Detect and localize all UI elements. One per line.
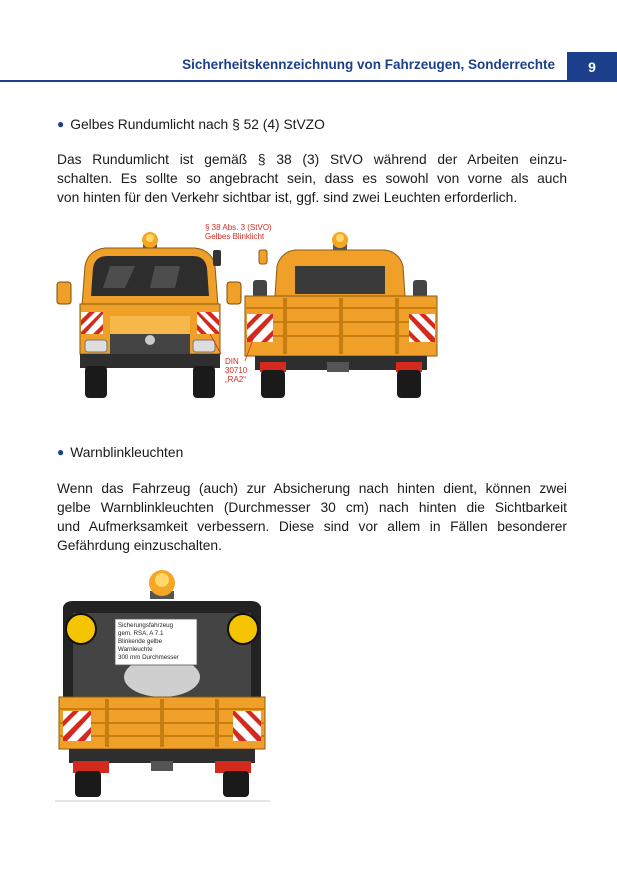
label-stvo: § 38 Abs. 3 (StVO) <box>205 223 272 232</box>
paragraph-line: und Aufmerksamkeit verbessern. Diese sind vor allem in Fällen besonderer <box>57 519 567 534</box>
sign-line: Warnleuchte <box>118 646 153 653</box>
label-din-number: 30710 <box>225 366 248 375</box>
paragraph-warnblinkleuchten <box>57 479 567 555</box>
paragraph-line: Gefährdung einzuschalten. <box>57 538 222 553</box>
paragraph-rundumlicht <box>57 150 567 207</box>
bullet-warnblinkleuchten <box>57 445 183 460</box>
truck-rear-warning-illustration <box>55 570 270 801</box>
truck-rear-illustration <box>245 232 437 398</box>
label-ra2: „RA2“ <box>225 375 246 384</box>
sign-line: Sicherungsfahrzeug <box>118 622 174 629</box>
figure-truck-front-rear <box>55 216 445 406</box>
label-din: DIN <box>225 357 239 366</box>
paragraph-line: von hinten für den Verkehr sichtbar ist, ggf. sind zwei Leuchten erforderlich. <box>57 190 518 205</box>
label-blinklicht: Gelbes Blinklicht <box>205 232 265 241</box>
figure-truck-rear-warning-lights <box>55 565 270 805</box>
paragraph-line: Wenn das Fahrzeug (auch) zur Absicherung nach hinten dient, können zwei <box>57 481 567 496</box>
paragraph-line: gelbe Warnblinkleuchten (Durchmesser 30 cm) nach hinten die Sichtbarkeit <box>57 500 567 515</box>
sign-line: Blinkende gelbe <box>118 638 163 645</box>
header-rule <box>0 80 567 82</box>
running-header-title: Sicherheitskennzeichnung von Fahrzeugen, Sonderrechte <box>182 57 555 72</box>
bullet-rundumlicht <box>57 117 325 132</box>
sign-line: 300 mm Durchmesser <box>118 654 179 661</box>
paragraph-line: Das Rundumlicht ist gemäß § 38 (3) StVO während der Arbeiten einzu- <box>57 152 567 167</box>
warning-light-right-icon <box>228 614 258 644</box>
sign-line: gem. RSA, A 7.1 <box>118 630 164 637</box>
bullet-dot-icon: ● <box>57 117 65 131</box>
warning-light-left-icon <box>66 614 96 644</box>
bullet-text: Gelbes Rundumlicht nach § 52 (4) StVZO <box>70 117 325 132</box>
truck-front-illustration <box>57 232 241 398</box>
bullet-dot-icon: ● <box>57 445 65 459</box>
page-number: 9 <box>588 59 596 75</box>
bullet-text: Warnblinkleuchten <box>70 445 184 460</box>
paragraph-line: schalten. Es sollte so angebracht sein, dass es sowohl von vorne als auch <box>57 171 567 186</box>
page-number-box <box>567 52 617 82</box>
